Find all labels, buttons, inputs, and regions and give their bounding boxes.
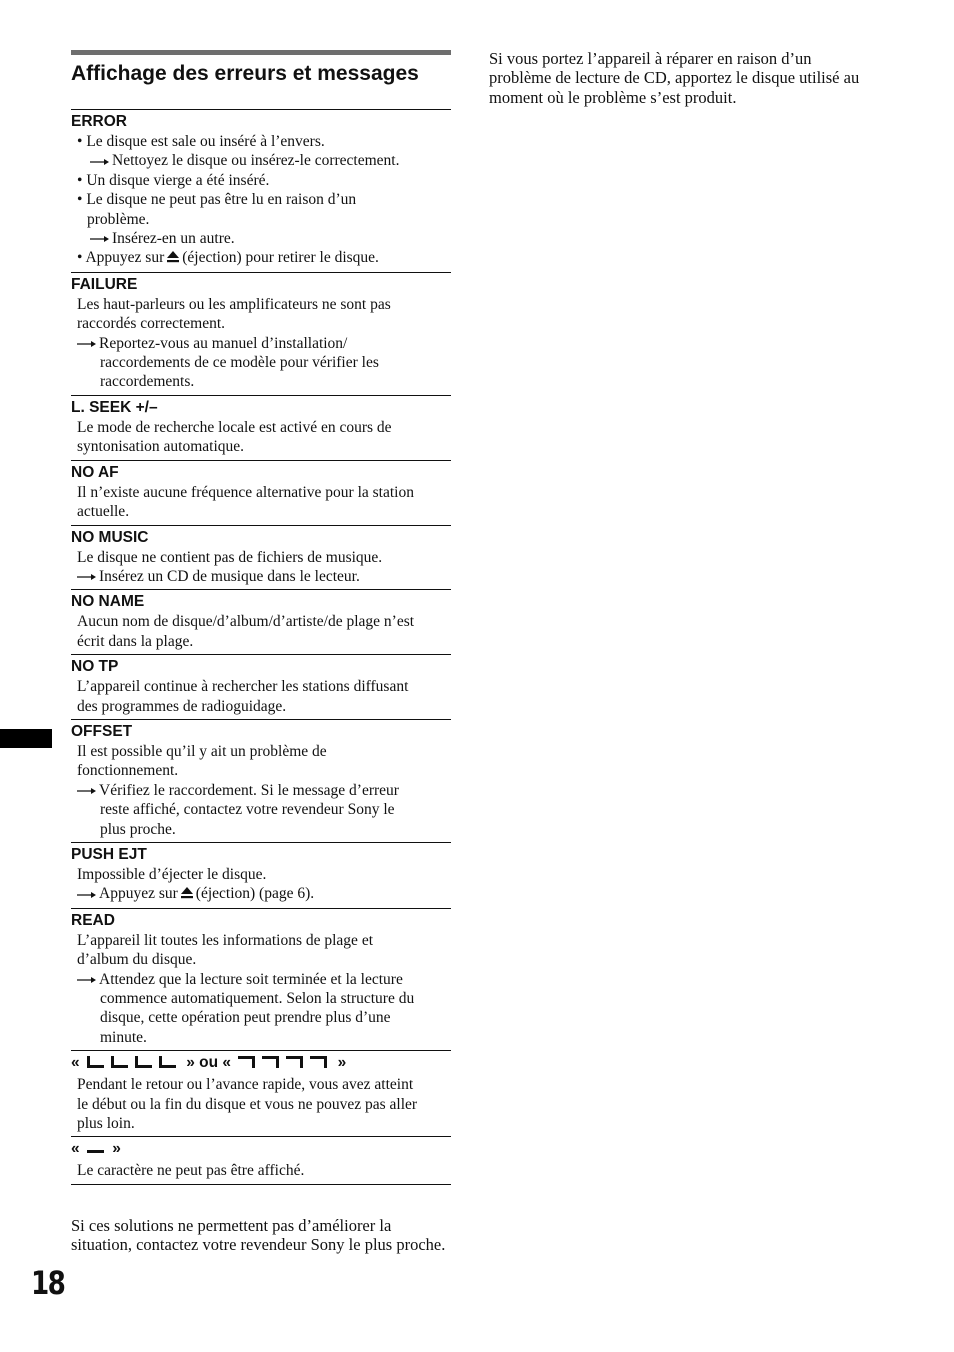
entry-code [71, 1140, 451, 1160]
description-line: plus loin. [77, 1115, 135, 1133]
arrow-icon [90, 151, 112, 170]
bullet-item: • Un disque vierge a été inséré. [77, 171, 270, 189]
segment-bottom-icon [85, 1055, 181, 1074]
description-line: le début ou la fin du disque et vous ne pouvez pas aller [77, 1095, 418, 1113]
section-tab-marker [0, 729, 52, 748]
remedy-text: Attendez que la lecture soit terminée et la lecture [99, 970, 403, 988]
description-line: Le caractère ne peut pas être affiché. [77, 1162, 305, 1180]
quote-mark: » [337, 1054, 347, 1072]
bullet-item: • Le disque ne peut pas être lu en raison d’un [77, 191, 357, 209]
remedy-continuation: disque, cette opération peut prendre plus d’une [100, 1009, 391, 1027]
description-line: des programmes de radioguidage. [77, 697, 287, 715]
quote-mark: » [112, 1140, 121, 1158]
entry-failure [71, 273, 451, 396]
entry-seek-end [71, 1051, 451, 1137]
entry-notp [71, 655, 451, 720]
remedy-line [71, 567, 451, 586]
arrow-icon [77, 567, 99, 586]
bullet-item: • Appuyez sur (éjection) pour retirer le disque. [71, 248, 451, 268]
description-line: L’appareil lit toutes les informations de plage et [77, 931, 373, 949]
description-line: écrit dans la plage. [77, 632, 194, 650]
bullet-text: Le disque ne peut pas être lu en raison d’un [86, 191, 357, 209]
remedy-line [71, 781, 451, 800]
remedy-text: (éjection) (page 6). [195, 885, 315, 903]
entry-lseek [71, 396, 451, 461]
remedy-text: Vérifiez le raccordement. Si le message d’erreur [99, 781, 399, 799]
title-rule [71, 50, 451, 55]
entry-offset [71, 720, 451, 843]
description-line: Impossible d’éjecter le disque. [77, 865, 267, 883]
remedy-continuation: raccordements de ce modèle pour vérifier les [100, 354, 379, 372]
quote-mark: « [71, 1054, 80, 1072]
remedy-text: Insérez un CD de musique dans le lecteur. [99, 567, 360, 585]
arrow-icon [77, 970, 99, 989]
remedy-text: Nettoyez le disque ou insérez-le correctement. [112, 152, 400, 170]
remedy-text: Reportez-vous au manuel d’installation/ [99, 334, 348, 352]
entry-code: OFFSET [71, 722, 133, 740]
segment-top-icon [236, 1055, 332, 1074]
page-title: Affichage des erreurs et messages [71, 61, 451, 110]
description-line: L’appareil continue à rechercher les stations diffusant [77, 678, 409, 696]
entry-code: PUSH EJT [71, 845, 147, 863]
entry-code [71, 1054, 451, 1074]
entry-nochar [71, 1137, 451, 1184]
description-line: fonctionnement. [77, 762, 179, 780]
remedy-line [71, 884, 451, 904]
left-column [71, 50, 451, 1255]
description-line: Il n’existe aucune fréquence alternative pour la station [77, 483, 414, 501]
description-line: raccordés correctement. [77, 315, 226, 333]
description-line: actuelle. [77, 503, 130, 521]
arrow-icon [90, 229, 112, 248]
bullet-text: Appuyez sur [85, 249, 165, 267]
remedy-continuation: commence automatiquement. Selon la structure du [100, 990, 415, 1007]
remedy-continuation: raccordements. [100, 373, 195, 391]
bullet-item: • Le disque est sale ou inséré à l’envers. [77, 133, 325, 150]
page-number: 18 [31, 1264, 65, 1302]
entry-code: NO AF [71, 463, 119, 481]
arrow-icon [77, 334, 99, 353]
entry-noaf [71, 461, 451, 526]
eject-icon [180, 885, 194, 904]
remedy-line [71, 229, 451, 248]
entry-read [71, 909, 451, 1051]
description-line: Les haut-parleurs ou les amplificateurs ne sont pas [77, 295, 391, 313]
entry-code: NO NAME [71, 593, 145, 611]
description-line: syntonisation automatique. [77, 438, 245, 456]
remedy-continuation: minute. [100, 1028, 147, 1046]
description-line: Le disque ne contient pas de fichiers de musique. [77, 548, 383, 566]
quote-mark: « [71, 1140, 80, 1158]
remedy-line [71, 151, 451, 170]
entry-code: READ [71, 911, 115, 929]
arrow-icon [77, 884, 99, 903]
underscore-segment-icon [85, 1141, 107, 1160]
entry-code: ERROR [71, 113, 127, 130]
closing-paragraph: Si ces solutions ne permettent pas d’améliorer la situation, contactez votre revendeur Sony le plus proche. [71, 1215, 446, 1255]
remedy-text: Appuyez sur [99, 885, 178, 903]
entry-error [71, 110, 451, 273]
bullet-continuation: problème. [87, 210, 150, 228]
remedy-line [71, 334, 451, 353]
remedy-text: Insérez-en un autre. [112, 230, 235, 248]
remedy-continuation: plus proche. [100, 820, 176, 838]
remedy-line [71, 970, 451, 989]
entry-code: L. SEEK +/– [71, 398, 158, 416]
right-column-paragraph: Si vous portez l’appareil à réparer en raison d’un problème de lecture de CD, apportez le disque utilisé au moment où le problème s’est produit. [489, 49, 860, 107]
description-line: Le mode de recherche locale est activé en cours de [77, 418, 392, 436]
entry-noname [71, 590, 451, 655]
entry-code: NO MUSIC [71, 528, 149, 546]
bullet-text: Un disque vierge a été inséré. [86, 171, 270, 189]
description-line: Aucun nom de disque/d’album/d’artiste/de plage n’est [77, 613, 415, 631]
entry-code: NO TP [71, 658, 119, 676]
remedy-continuation: reste affiché, contactez votre revendeur Sony le [100, 801, 395, 819]
entry-nomusic [71, 526, 451, 591]
description-line: d’album du disque. [77, 951, 197, 969]
connector-text: » ou « [186, 1054, 232, 1072]
description-line: Il est possible qu’il y ait un problème de [77, 742, 327, 760]
arrow-icon [77, 781, 99, 800]
description-line: Pendant le retour ou l’avance rapide, vous avez atteint [77, 1076, 414, 1094]
bullet-text: Le disque est sale ou inséré à l’envers. [86, 133, 325, 150]
entry-pushejt [71, 843, 451, 909]
entry-code: FAILURE [71, 275, 138, 293]
bullet-text: (éjection) pour retirer le disque. [182, 249, 379, 267]
eject-icon [166, 249, 180, 268]
